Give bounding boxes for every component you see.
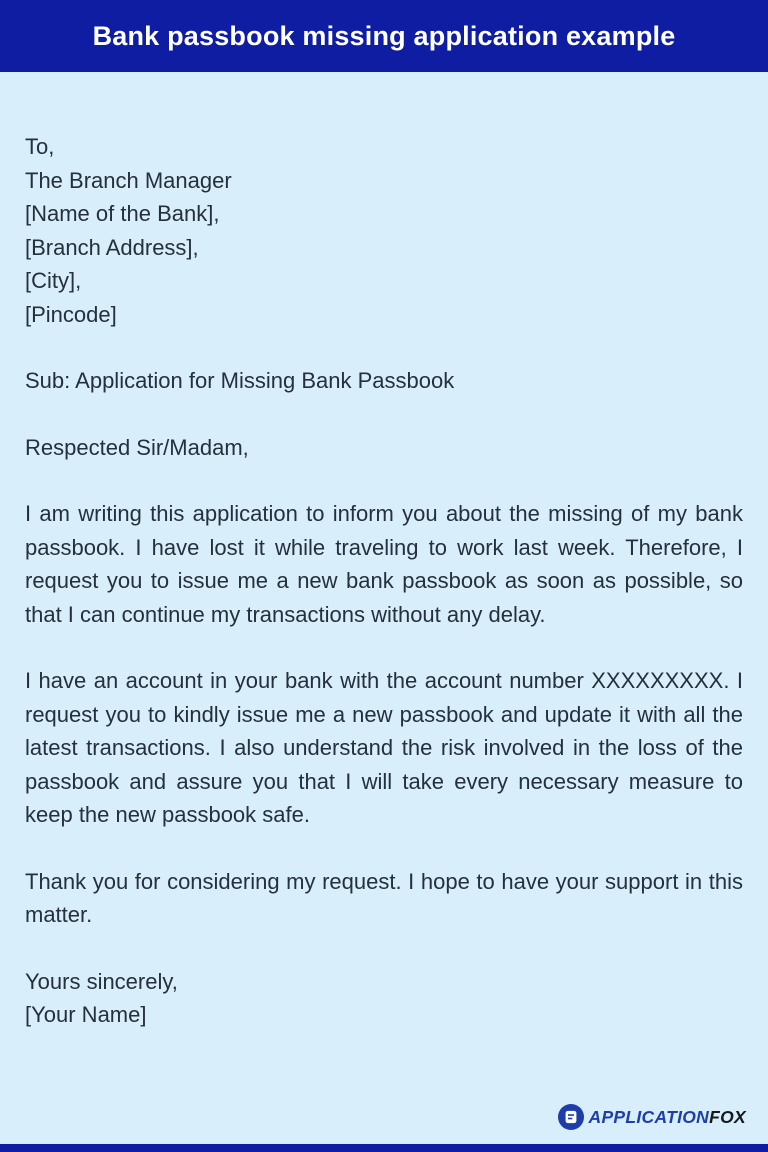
address-line: The Branch Manager (25, 167, 232, 193)
document-icon (558, 1104, 584, 1130)
applicationfox-logo (558, 1104, 747, 1130)
letter-paragraph: Thank you for considering my request. I hope to have your support in this matter. (25, 868, 743, 927)
letter-paragraph: I am writing this application to inform you about the missing of my bank passbook. I have lost it while traveling to work last week. Therefore, I request you to issue me a new bank passbook as soon as possible, so that I can continue my transactions without any delay. (25, 501, 743, 627)
letter-body (0, 72, 768, 1032)
page-title: Bank passbook missing application example (92, 20, 676, 51)
address-block (25, 130, 743, 331)
title-bar (0, 0, 768, 72)
address-line: To, (25, 134, 55, 159)
closing-line: [Your Name] (25, 1002, 147, 1027)
closing-block (25, 965, 743, 1032)
address-line: [Name of the Bank], (25, 201, 220, 226)
letter-paragraph: I have an account in your bank with the account number XXXXXXXXX. I request you to kindly issue me a new passbook and update it with all the latest transactions. I also understand the risk involved in the loss of the passbook and assure you that I will take every necessary measure to keep the new passbook safe. (25, 668, 743, 827)
salutation: Respected Sir/Madam, (25, 434, 249, 460)
closing-line: Yours sincerely, (25, 968, 178, 994)
subject-line: Sub: Application for Missing Bank Passbook (25, 368, 455, 393)
brand-wordmark-fox: FOX (709, 1106, 746, 1127)
address-line: [Pincode] (25, 301, 117, 327)
brand-wordmark (589, 1107, 747, 1128)
address-line: [City], (25, 268, 82, 293)
brand-wordmark-application: APPLICATION (588, 1106, 710, 1127)
bottom-accent-bar (0, 1144, 768, 1152)
address-line: [Branch Address], (25, 234, 199, 260)
